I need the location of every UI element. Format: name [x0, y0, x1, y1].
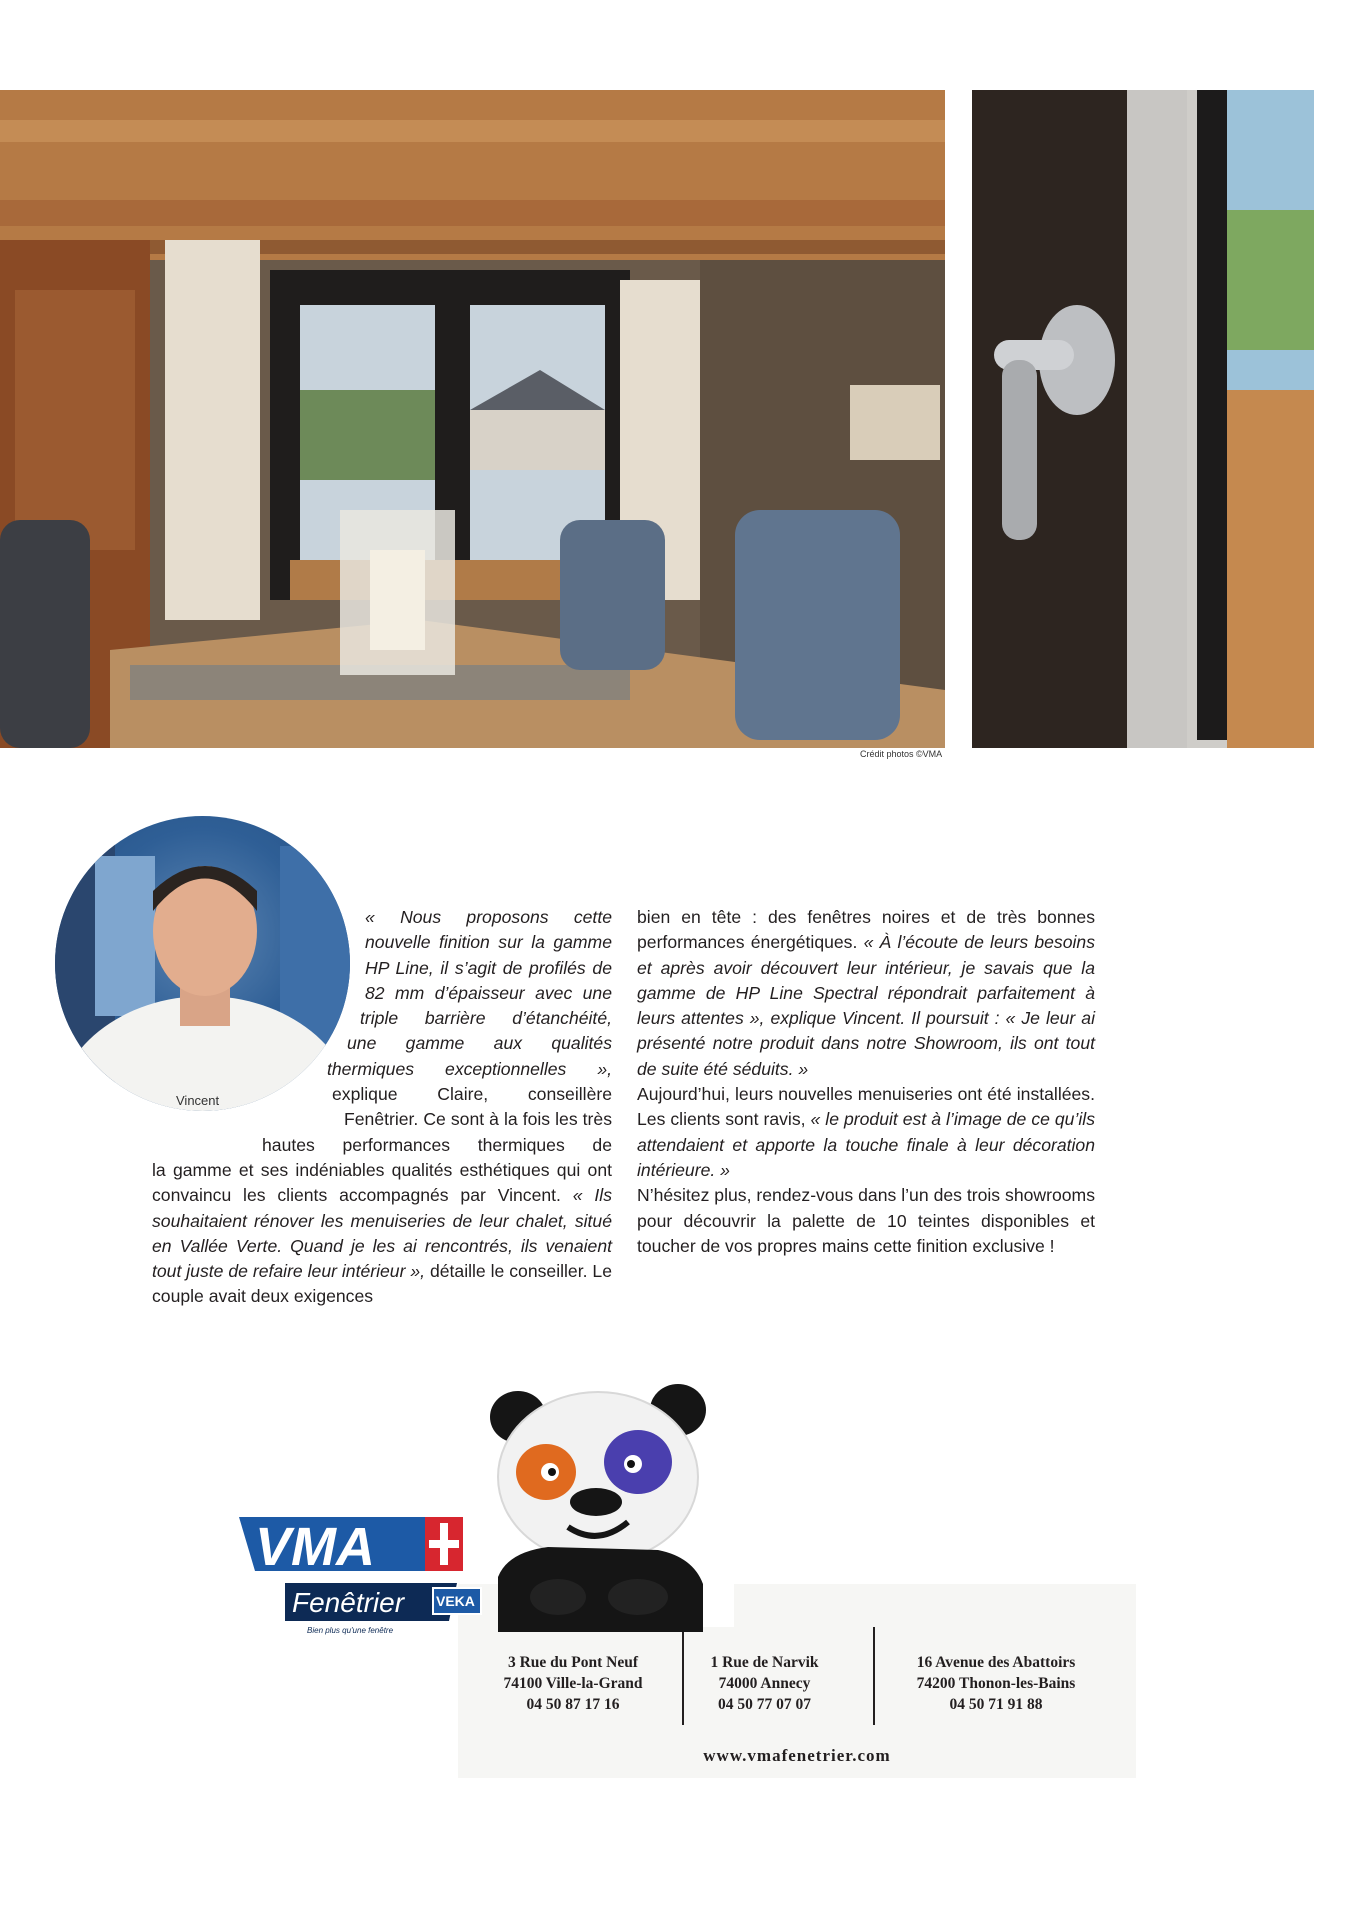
text-line: hautes performances thermiques de	[262, 1134, 612, 1155]
quote-vincent: « Ils souhaitaient rénover les menuiseries de leur chalet, situé en Vallée Verte. Quand je les ai rencontrés, ils venaient tout juste de refaire leur intérieur »,	[152, 1185, 612, 1282]
text-line-wrap	[262, 1133, 612, 1158]
paragraph-call-to-action: N’hésitez plus, rendez-vous dans l’un des trois showrooms pour découvrir la palette de 10 teintes disponibles et toucher de vos propres mains cette finition exclusive !	[637, 1185, 1095, 1256]
vma-fenetrier-logo	[237, 1513, 499, 1643]
logo-partner-text: VEKA	[436, 1593, 475, 1609]
text-line: une gamme aux qualités	[347, 1033, 612, 1054]
address-phone[interactable]: 04 50 71 91 88	[949, 1696, 1043, 1713]
text-line: Fenêtrier. Ce sont à la fois les très	[344, 1109, 612, 1130]
address-street: 16 Avenue des Abattoirs	[916, 1654, 1076, 1671]
article-left-column	[152, 905, 612, 1310]
text-run: détaille le conseiller. Le couple avait deux exigences	[152, 1261, 612, 1307]
address-city: 74000 Annecy	[718, 1675, 811, 1692]
window-handle-photo	[972, 90, 1314, 748]
vma-logo-illustration	[237, 1513, 499, 1643]
address-street: 1 Rue de Narvik	[710, 1654, 819, 1671]
text-line: triple barrière d’étanchéité,	[360, 1008, 612, 1029]
panda-mascot	[478, 1372, 734, 1632]
panda-mascot-illustration	[478, 1372, 734, 1632]
photo-credit: Crédit photos ©VMA	[860, 749, 943, 759]
quote-vincent-2: « À l’écoute de leurs besoins et après avoir découvert leur intérieur, je savais que la gamme de HP Line Spectral répondrait parfaitement à leurs attentes », explique Vincent. Il poursuit : « Je leur ai présenté notre produit dans notre Showroom, ils ont tout de suite été séduits. »	[637, 932, 1095, 1079]
dining-room-photo	[0, 90, 945, 748]
text-line: « Nous proposons cette	[365, 907, 612, 927]
dining-room-illustration	[0, 90, 945, 748]
quote-claire-cont2	[347, 1031, 612, 1056]
text-line-wrap	[344, 1107, 612, 1132]
quote-claire-cont3	[327, 1057, 612, 1082]
article-right-column	[637, 905, 1095, 1259]
address-phone[interactable]: 04 50 77 07 07	[718, 1696, 811, 1713]
text-line: 82 mm d’épaisseur avec une	[365, 982, 612, 1003]
website-link[interactable]: www.vmafenetrier.com	[703, 1746, 891, 1765]
quote-clients: « le produit est à l’image de ce qu’ils attendaient et apporte la touche finale à leur décoration intérieure. »	[637, 1109, 1095, 1180]
text-line: explique Claire, conseillère	[332, 1084, 612, 1105]
address-ville-la-grand	[468, 1652, 678, 1715]
address-city: 74100 Ville-la-Grand	[503, 1675, 643, 1692]
logo-brand-text: VMA	[255, 1517, 375, 1577]
text-run: la gamme et ses indéniables qualités esthétiques qui ont convaincu les clients accompagnés par Vincent.	[152, 1159, 612, 1206]
address-city: 74200 Thonon-les-Bains	[916, 1675, 1076, 1692]
address-phone[interactable]: 04 50 87 17 16	[526, 1696, 620, 1713]
address-annecy	[677, 1652, 852, 1715]
text-line: HP Line, il s’agit de profilés de	[365, 957, 612, 978]
text-line: nouvelle finition sur la gamme	[365, 932, 612, 953]
window-handle-illustration	[972, 90, 1314, 748]
portrait-caption: Vincent	[176, 1093, 220, 1108]
text-line: thermiques exceptionnelles »,	[327, 1058, 612, 1079]
paragraph-convinced	[152, 1158, 612, 1310]
paragraph-installed	[637, 1082, 1095, 1183]
paragraph-requirements	[637, 905, 1095, 1082]
logo-subbrand-text: Fenêtrier	[292, 1587, 405, 1618]
attribution-claire	[332, 1082, 612, 1107]
text-run: bien en tête : des fenêtres noires et de très bonnes performances énergétiques.	[637, 907, 1095, 953]
quote-claire	[365, 905, 612, 1006]
text-run: Aujourd’hui, leurs nouvelles menuiseries ont été installées. Les clients sont ravis,	[637, 1084, 1095, 1130]
quote-claire-cont	[360, 1006, 612, 1031]
address-thonon	[866, 1652, 1126, 1715]
logo-tagline: Bien plus qu'une fenêtre	[307, 1626, 394, 1635]
address-street: 3 Rue du Pont Neuf	[507, 1654, 639, 1671]
